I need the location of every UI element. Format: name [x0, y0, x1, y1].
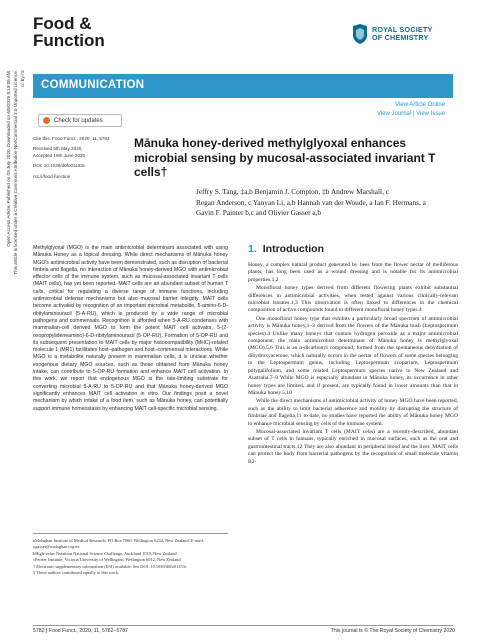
affiliation-b: bHigh-value Nutrition National Science Challenge, Auckland 1010, New Zealand — [33, 550, 177, 556]
intro-paragraph-4: While the direct mechanisms of antimicrobial activity of honey MGO have been reported, such as the ability to limit bacterial adherence and motility by disrupting the structure of fimbriae and flagella,11 to date, no studies have reported the ability of Mānuka honey MGO to enhance microbial sensing by cells of the immune system. — [248, 398, 458, 427]
footer-page-citation: 5782 | Food Funct., 2020, 11, 5782–5787 — [33, 628, 128, 634]
article-type-label: COMMUNICATION — [41, 79, 145, 91]
view-journal-issue-link[interactable]: View Journal | View Issue — [376, 111, 445, 117]
citation-info — [33, 136, 110, 180]
check-updates-icon — [43, 117, 50, 124]
esi-note[interactable]: † Electronic supplementary information (ESI) available. See DOI: 10.1039/d0fo01153c — [33, 563, 187, 569]
view-article-online-link[interactable]: View Article Online — [395, 102, 445, 108]
rsc-crest-icon — [352, 24, 368, 44]
abstract-text: Methylglyoxal (MGO) is the main antimicrobial determinant associated with using Mānuka Honey as a topical dressing. While direct mechanisms of Mānuka honey MGO's antimicrobial activity have been demonstrated, such as disruption of bacterial fimbria and flagella, no interaction of Mānuka honey-derived MGO with antimicrobial effector cells of the immune system, such as mucosal-associated invariant T cells (MAIT cells), has yet been reported. MAIT cells are an abundant subset of human T cells, critical for regulating a diverse range of immune functions, including antimicrobial defense mechanisms but also mucosal barrier integrity. MAIT cells become activated by recognition of an important microbial metabolite, 5-amino-6-D-ribitylaminouracil (5-A-RU), which is produced by a wide range of microbial pathogens and commensals. Recognition is afforded when 5-A-RU condenses with mammalian-cell derived MGO to form the potent MAIT cell activator, 5-(2-oxopropylideneamino)-6-D-ribitylaminouracil (5-OP-RU). Formation of 5-OP-RU and its subsequent presentation to MAIT cells by major histocompatibility (MHC)-related molecule 1 (MR1) facilitates host–pathogen and host–commensal interactions. While MGO is a metabolite naturally present in mammalian cells, it is unclear whether exogenous dietary MGO sources, such as those obtained from Mānuka honey intake, can contribute to 5-OP-RU formation and enhance MAIT cell activation. In this work, we report that endogenous MGO is the rate-limiting substrate for converting microbial 5-A-RU to 5-OP-RU and that Mānuka honey-derived MGO significantly enhances MAIT cell activation in vitro. Our findings posit a novel mechanism by which intake of a food item, such as Mānuka honey, can potentially support immune homeostasis by enhancing MAIT cell-specific microbial sensing. — [33, 245, 228, 412]
check-updates-label: Check for updates — [54, 117, 103, 124]
publisher-name-line2: OF CHEMISTRY — [372, 33, 429, 42]
section-number: 1. — [248, 243, 257, 255]
cc-licence-icon[interactable]: cc by-nc — [20, 70, 25, 88]
cite-this: Cite this: Food Funct., 2020, 11, 5782 — [33, 136, 110, 141]
publisher-logo[interactable] — [352, 24, 433, 44]
introduction-column — [248, 242, 458, 467]
footer-divider — [33, 625, 453, 626]
intro-paragraph-3: One monofloral honey type that exhibits a particularly broad spectrum of antimicrobial activity is Mānuka honey,1–3 derived from the flowers of the Mānuka bush (Leptospermum species).4 Unlike many honeys that contain hydrogen peroxide as a major antimicrobial component, the main antimicrobial determinant of Mānuka honey is methylglyoxal (MGO).5,6 This is an α-dicarbonyl compound, formed from the spontaneous dehydration of dihydroxyacetone, which naturally occurs in the nectar of flowers of some species belonging to the Leptospermum genus, including Leptospermum scoparium, Leptospermum polygalifolium, and some related Leptospermum species native to New Zealand and Australia.7–9 While MGO is especially abundant in Mānuka honey, its occurrence in other honey types are limited, and if present, are typically found in lower amounts than that in Mānuka honey.5,10 — [248, 315, 458, 396]
view-links — [377, 101, 445, 119]
journal-name[interactable] — [33, 15, 105, 49]
journal-name-line1: Food & — [33, 14, 92, 33]
authors-line-3: Gavin F. Painter b,c and Olivier Gasser a,b — [196, 208, 322, 217]
open-access-notice — [6, 70, 32, 460]
notice-line-licence[interactable]: This article is licensed under a Creative Commons Attribution-NonCommercial 3.0 Unported Licence. — [13, 70, 18, 275]
intro-paragraph-2: Monofloral honey types derived from different flowering plants exhibit substantial differences in antimicrobial activities, when tested against various clinically-relevant microbial isolates.1,3 This observation is often linked to differences in the chemical composition of active compounds found in different monofloral honey types.4 — [248, 285, 458, 314]
publisher-name-line1: ROYAL SOCIETY — [372, 25, 433, 34]
section-title: Introduction — [262, 243, 325, 255]
article-type-banner — [33, 74, 453, 98]
footer-copyright: This journal is © The Royal Society of Chemistry 2020 — [330, 628, 455, 634]
authors-line-1: Jeffry S. Tang, ‡a,b Benjamin J. Compton, ‡b Andrew Marshall, c — [196, 187, 389, 196]
intro-paragraph-5: Mucosal-associated invariant T cells (MAIT cells) are a recently-described, abundant subset of T cells in humans, typically enriched in mucosal surfaces, such as the oral and gastrointestinal tracts.12 They are also abundant in peripheral blood and the liver. MAIT cells can protect the body from bacterial pathogens by the recognition of small molecule vitamin B2- — [248, 428, 458, 465]
journal-site-link[interactable]: rsc.li/food-function — [33, 173, 71, 179]
accepted-date: Accepted 19th June 2020 — [33, 152, 86, 158]
article-title: Mānuka honey-derived methylglyoxal enhances microbial sensing by mucosal-associated invariant T cells† — [134, 136, 436, 179]
notice-line-published: Open Access Article. Published on 03 July 2020. Downloaded on 6/9/2025 5:19:05 AM. — [6, 70, 11, 247]
authors-line-2: Regan Anderson, c Yanyan Li, a,b Hannah van der Woude, a Ian F. Hermans, a — [196, 197, 426, 207]
received-date: Received 5th May 2020, — [33, 146, 83, 152]
journal-name-line2: Function — [33, 31, 105, 50]
author-list — [196, 187, 458, 219]
affiliation-c: cFerrier Institute, Victoria University of Wellington, Wellington 6012, New Zealand — [33, 557, 181, 563]
affiliation-a: aMalaghan Institute of Medical Research, PO Box 7060, Wellington 6242, New Zealand. E-mail: ogasser@malaghan.org.nz — [33, 538, 205, 550]
footnotes — [33, 533, 228, 576]
section-heading-introduction — [248, 242, 458, 256]
equal-contribution-note: ‡ These authors contributed equally to this work. — [33, 570, 120, 576]
publisher-name — [372, 26, 433, 42]
intro-paragraph-1: Honey, a complex natural product generated by bees from the flower nectar of melliferous plants, has long been used as a wound dressing and is notable for its antimicrobial properties.1,2 — [248, 262, 458, 283]
doi-link[interactable]: DOI: 10.1039/d0fo01153c — [33, 163, 86, 169]
check-for-updates-button[interactable] — [38, 114, 122, 127]
